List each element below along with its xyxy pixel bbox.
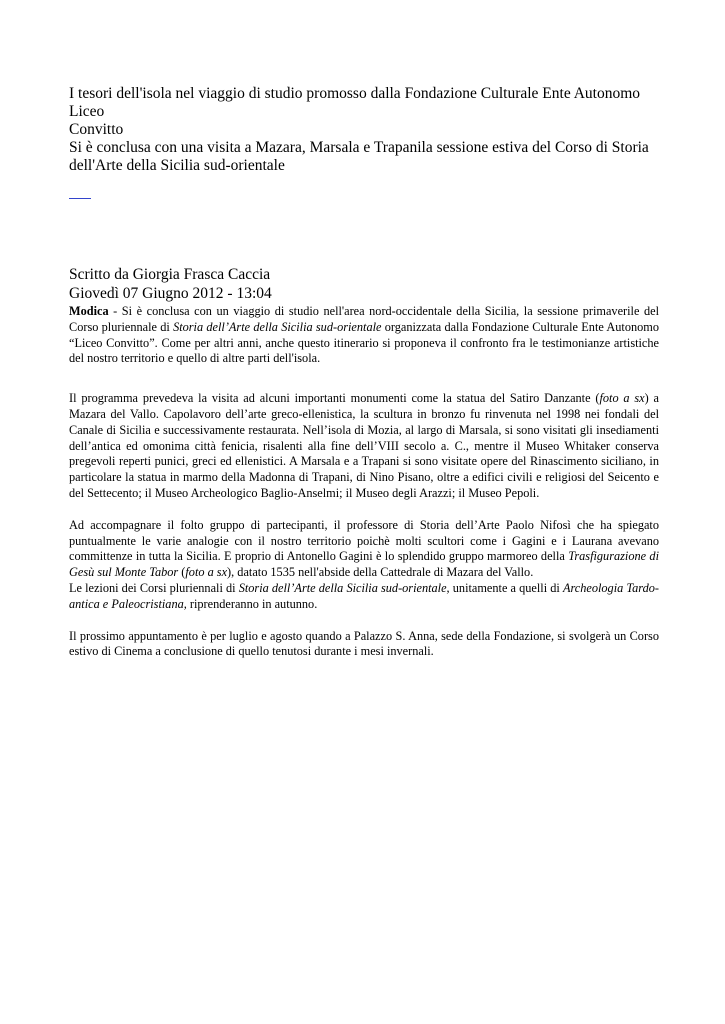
italic-course-title: Storia dell’Arte della Sicilia sud-orientale, (238, 580, 450, 595)
text-run: - Si è conclusa con un viaggio di studio nell'area nord-occidentale della Sicilia, la sessione primaverile del Corso pluriennale di (69, 304, 659, 334)
paragraph-next-event (69, 629, 659, 661)
text-run: ) a Mazara del Vallo. Capolavoro dell’arte greco-ellenistica, la scultura in bronzo fu rinvenuta nel 1998 nei fondali del Canale di Sicilia e successivamente restaurata. Nell’isola di Mozia, al largo di Marsala, si sono visitati gli insediamenti dell’antica ed omonima città fenicia, risalenti alla fine dell’VIII secolo a. C., mentre il Museo Whitaker conserva pregevoli reperti punici, greci ed ellenistici. A Marsala e a Trapani si sono visitate opere del Rinascimento siciliano, in particolare la statua in marmo della Madonna di Trapani, di Nino Pisano, oltre a edifici civili e religiosi del Seicento e del Settecento; il Museo Archeologico Baglio-Anselmi; il Museo degli Arazzi; il Museo Pepoli. (69, 391, 659, 500)
header-subtitle-line-1: Si è conclusa con una visita a Mazara, Marsala e Trapanila sessione estiva del Corso di Storia (69, 139, 649, 156)
spacer (69, 613, 659, 629)
italic-artwork-title: Trasfigurazione di Gesù sul Monte Tabor (69, 549, 659, 580)
text-run: ), datato 1535 nell'abside della Cattedrale di Mazara del Vallo. (227, 565, 534, 580)
text-run: organizzata dalla Fondazione Culturale Ente Autonomo “Liceo Convitto”. Come per altri anni, anche questo itinerario si proponeva il confronto fra le testimonianze artistiche del nostro territorio e quello di altre parti dell'isola. (69, 319, 660, 366)
text-run: ( (178, 565, 186, 580)
header-title-line-2: Convitto (69, 121, 124, 138)
article-meta (69, 265, 669, 303)
text-run: Il prossimo appuntamento è per luglio e agosto quando a Palazzo S. Anna, sede della Fondazione, si svolgerà un Corso estivo di Cinema a conclusione di quello tenutosi durante i mesi invernali. (69, 628, 659, 659)
date-line: Giovedì 07 Giugno 2012 - 13:04 (69, 285, 272, 302)
italic-photo-note: foto a sx (599, 391, 645, 406)
paragraph-guide (69, 518, 659, 581)
spacer (69, 502, 659, 518)
italic-course-title: Storia dell’Arte della Sicilia sud-orientale (173, 319, 382, 334)
paragraph-program (69, 391, 659, 502)
italic-photo-note: foto a sx (185, 565, 228, 580)
paragraph-intro (69, 304, 659, 367)
text-run: riprenderanno in autunno. (186, 596, 318, 611)
article-body (69, 304, 659, 660)
text-run: Le lezioni dei Corsi pluriennali di (69, 580, 239, 595)
dateline-place: Modica (69, 304, 109, 318)
header-subtitle-line-2: dell'Arte della Sicilia sud-orientale (69, 157, 285, 174)
text-run: Il programma prevedeva la visita ad alcuni importanti monumenti come la statua del Satiro Danzante ( (69, 391, 600, 406)
article-header (69, 85, 669, 175)
spacer (69, 367, 659, 391)
text-run: Ad accompagnare il folto gruppo di partecipanti, il professore di Storia dell’Arte Paolo Nifosì che ha spiegato puntualmente le varie analogie con il nostro territorio poichè molti scultori come i Gagini e i Laurana avevano committenze in tutta la Sicilia. E proprio di Antonello Gagini è lo splendido gruppo marmoreo della (69, 517, 659, 564)
hyperlink-placeholder[interactable] (69, 186, 91, 199)
paragraph-lessons (69, 581, 659, 613)
header-title-line-1: I tesori dell'isola nel viaggio di studio promosso dalla Fondazione Culturale Ente Autonomo Liceo (69, 85, 641, 120)
author-line: Scritto da Giorgia Frasca Caccia (69, 266, 271, 283)
text-run: unitamente a quelli di (449, 580, 563, 595)
italic-course-title: Archeologia Tardo-antica e Paleocristiana, (69, 580, 659, 611)
